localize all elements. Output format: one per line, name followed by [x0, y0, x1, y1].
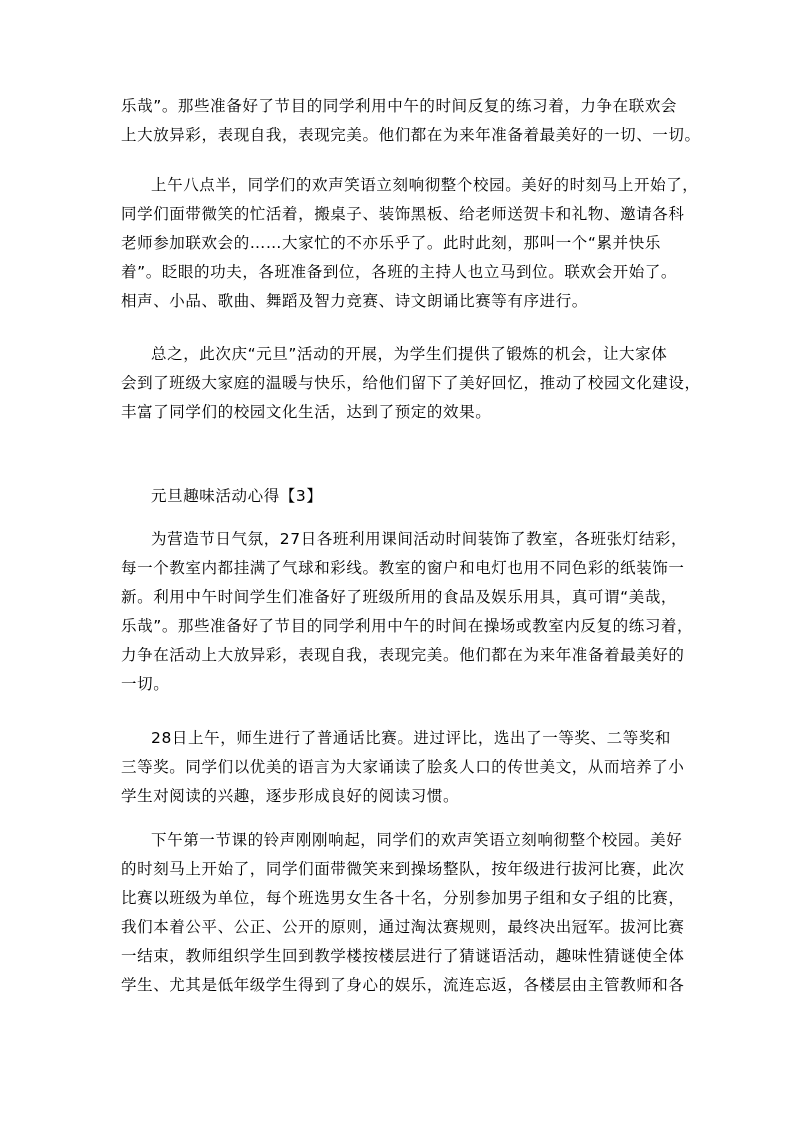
text-line: 学生对阅读的兴趣，逐步形成良好的阅读习惯。 [121, 787, 460, 805]
text-line: 为营造节日气氛，27日各班利用课间活动时间装饰了教室，各班张灯结彩， [151, 530, 688, 548]
paragraph-2 [121, 171, 699, 316]
text-line: 一结束，教师组织学生回到教学楼按楼层进行了猜谜语活动，趣味性猜谜使全体 [121, 947, 685, 965]
text-line: 的时刻马上开始了，同学们面带微笑来到操场整队，按年级进行拔河比赛，此次 [121, 860, 685, 878]
text-line: 老师参加联欢会的……大家忙的不亦乐乎了。此时此刻，那叫一个“累并快乐 [121, 234, 661, 252]
paragraph-1 [121, 92, 701, 150]
text-line: 学生、尤其是低年级学生得到了身心的娱乐，流连忘返，各楼层由主管教师和各 [121, 976, 685, 994]
text-line: 一切。 [121, 675, 170, 693]
text-line: 乐哉”。那些准备好了节目的同学利用中午的时间反复的练习着，力争在联欢会 [121, 97, 678, 115]
text-line: 着”。眨眼的功夫，各班准备到位，各班的主持人也立马到位。联欢会开始了。 [121, 263, 678, 281]
text-line: 会到了班级大家庭的温暖与快乐，给他们留下了美好回忆，推动了校园文化建设， [121, 374, 701, 392]
text-line: 乐哉”。那些准备好了节目的同学利用中午的时间在操场或教室内反复的练习着， [121, 617, 694, 635]
text-line: 三等奖。同学们以优美的语言为大家诵读了脍炙人口的传世美文，从而培养了小 [121, 758, 685, 776]
text-line: 新。利用中午时间学生们准备好了班级所用的食品及娱乐用具，真可谓“美哉， [121, 588, 678, 606]
section-paragraph-3 [121, 826, 685, 1000]
text-line: 每一个教室内都挂满了气球和彩线。教室的窗户和电灯也用不同色彩的纸装饰一 [121, 559, 685, 577]
text-line: 比赛以班级为单位，每个班选男女生各十名，分别参加男子组和女子组的比赛， [121, 889, 685, 907]
text-line: 下午第一节课的铃声刚刚响起，同学们的欢声笑语立刻响彻整个校园。美好 [151, 831, 683, 849]
text-line: 总之，此次庆“元旦”活动的开展，为学生们提供了锻炼的机会，让大家体 [151, 345, 668, 363]
text-line: 上大放异彩，表现自我，表现完美。他们都在为来年准备着最美好的一切、一切。 [121, 126, 701, 144]
text-line: 上午八点半，同学们的欢声笑语立刻响彻整个校园。美好的时刻马上开始了， [151, 176, 699, 194]
text-line: 相声、小品、歌曲、舞蹈及智力竞赛、诗文朗诵比赛等有序进行。 [121, 292, 588, 310]
section-paragraph-1 [121, 525, 694, 699]
text-line: 丰富了同学们的校园文化生活，达到了预定的效果。 [121, 403, 492, 421]
paragraph-3 [121, 340, 701, 427]
text-line: 28日上午，师生进行了普通话比赛。进过评比，选出了一等奖、二等奖和 [151, 729, 672, 747]
text-line: 同学们面带微笑的忙活着，搬桌子、装饰黑板、给老师送贺卡和礼物、邀请各科 [121, 205, 685, 223]
section-heading: 元旦趣味活动心得【3】 [151, 487, 323, 505]
section-paragraph-2 [121, 724, 685, 811]
text-line: 我们本着公平、公正、公开的原则，通过淘汰赛规则，最终决出冠军。拔河比赛 [121, 918, 685, 936]
text-line: 力争在活动上大放异彩，表现自我，表现完美。他们都在为来年准备着最美好的 [121, 646, 685, 664]
